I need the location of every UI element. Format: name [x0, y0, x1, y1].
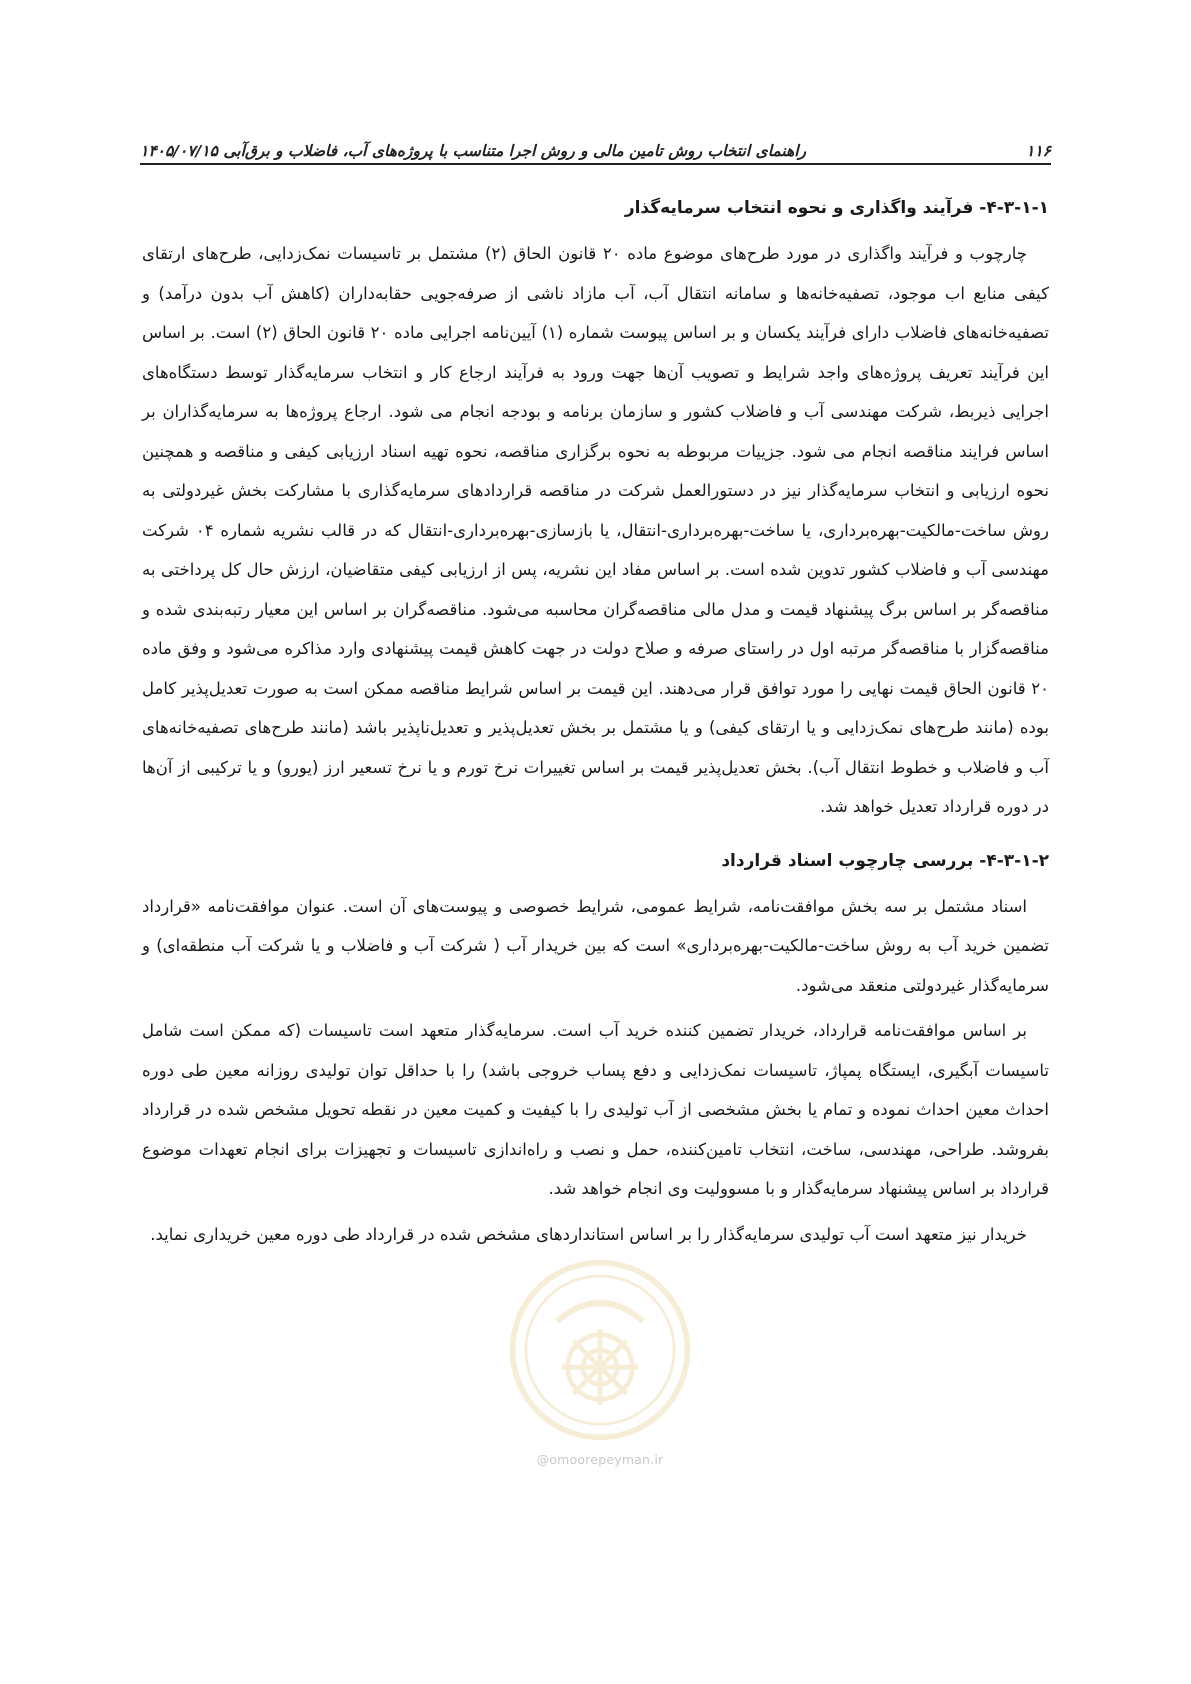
section-heading-1: ۴-۳-۱-۱- فرآیند واگذاری و نحوه انتخاب سرمایه‌گذار	[624, 198, 1049, 218]
paragraph: خریدار نیز متعهد است آب تولیدی سرمایه‌گذار را بر اساس استانداردهای مشخص شده در قرارداد طی دوره معین خریداری نماید.	[150, 1224, 1027, 1244]
page-number: ۱۱۶	[1026, 142, 1051, 160]
watermark-logo-icon	[505, 1255, 695, 1445]
header-divider	[140, 163, 1051, 165]
body-content	[142, 188, 1049, 1254]
running-title: راهنمای انتخاب روش تامین مالی و روش اجرا متناسب با پروژه‌های آب، فاضلاب و برق‌آبی ۱۴۰۵/۰۷/۱۵	[140, 142, 807, 160]
watermark-site-label: @omoorepeyman.ir	[536, 1452, 664, 1467]
paragraph: اسناد مشتمل بر سه بخش موافقت‌نامه، شرایط عمومی، شرایط خصوصی و پیوست‌های آن است. عنوان موافقت‌نامه «قرارداد تضمین خرید آب به روش ساخت-مالکیت-بهره‌برداری» است که بین خریدار آب ( شرکت آب و فاضلاب و یا شرکت آب منطقه‌ای) و سرمایه‌گذار غیردولتی منعقد می‌شود.	[142, 896, 1049, 995]
paragraph: چارچوب و فرآیند واگذاری در مورد طرح‌های موضوع ماده ۲۰ قانون الحاق (۲) مشتمل بر تاسیسات نمک‌زدایی، طرح‌های ارتقای کیفی منابع اب موجود، تصفیه‌خانه‌ها و سامانه انتقال آب، آب مازاد ناشی از صرفه‌جویی حقابه‌داران (کاهش آب بدون درآمد) و تصفیه‌خانه‌های فاضلاب دارای فرآیند یکسان و بر اساس پیوست شماره (۱) آیین‌نامه اجرایی ماده ۲۰ قانون الحاق (۲) است. بر اساس این فرآیند تعریف پروژه‌های واجد شرایط و تصویب آن‌ها جهت ورود به فرآیند ارجاع کار و انتخاب سرمایه‌گذار توسط دستگاه‌های اجرایی ذیربط، شرکت مهندسی آب و فاضلاب کشور و سازمان برنامه و بودجه انجام می شود. ارجاع پروژه‌ها به سرمایه‌گذاران بر اساس فرایند مناقصه انجام می شود. جزییات مربوطه به نحوه برگزاری مناقصه، نحوه تهیه اسناد ارزیابی کیفی و مناقصه و همچنین نحوه ارزیابی و انتخاب سرمایه‌گذار نیز در دستورالعمل شرکت در مناقصه قراردادهای سرمایه‌گذاری با مشارکت بخش غیردولتی به روش ساخت-مالکیت-بهره‌برداری، یا ساخت-بهره‌برداری-انتقال، یا بازسازی-بهره‌برداری-انتقال که در قالب نشریه شماره ۰۴ شرکت مهندسی آب و فاضلاب کشور تدوین شده است. بر اساس مفاد این نشریه، پس از ارزیابی کیفی متقاضیان، ارزش حال کل پرداختی به مناقصه‌گر بر اساس برگ پیشنهاد قیمت و مدل مالی مناقصه‌گران محاسبه می‌شود. مناقصه‌گران بر اساس این معیار رتبه‌بندی شده و مناقصه‌گزار با مناقصه‌گر مرتبه اول در راستای صرفه و صلاح دولت در جهت کاهش قیمت پیشنهادی وارد مذاکره می‌شود و وفق ماده ۲۰ قانون الحاق قیمت نهایی را مورد توافق قرار می‌دهند. این قیمت بر اساس شرایط مناقصه ممکن است به صورت تعدیل‌پذیر کامل بوده (مانند طرح‌های نمک‌زدایی و یا ارتقای کیفی) و یا مشتمل بر بخش تعدیل‌پذیر و تعدیل‌ناپذیر باشد (مانند طرح‌های تصفیه‌خانه‌های آب و فاضلاب و خطوط انتقال آب). بخش تعدیل‌پذیر قیمت بر اساس تغییرات نرخ تورم و یا نرخ تسعیر ارز (یورو) و یا ترکیبی از آن‌ها در دوره قرارداد تعدیل خواهد شد.	[142, 244, 1049, 816]
paragraph: بر اساس موافقت‌نامه قرارداد، خریدار تضمین کننده خرید آب است. سرمایه‌گذار متعهد است تاسیسات (که ممکن است شامل تاسیسات آبگیری، ایستگاه پمپاژ، تاسیسات نمک‌زدایی و دفع پساب خروجی باشد) را با حداقل توان تولیدی روزانه معین طی دوره احداث معین احداث نموده و تمام یا بخش مشخصی از آب تولیدی را با کیفیت و کمیت معین در نقطه تحویل مشخص شده در قرارداد بفروشد. طراحی، مهندسی، ساخت، انتخاب تامین‌کننده، حمل و نصب و راه‌اندازی تاسیسات و تجهیزات برای انجام تعهدات موضوع قرارداد بر اساس پیشنهاد سرمایه‌گذار و با مسوولیت وی انجام خواهد شد.	[142, 1021, 1049, 1198]
page-header	[140, 130, 1051, 160]
section-heading-2: ۴-۳-۱-۲- بررسی چارچوب اسناد قرارداد	[721, 850, 1049, 871]
